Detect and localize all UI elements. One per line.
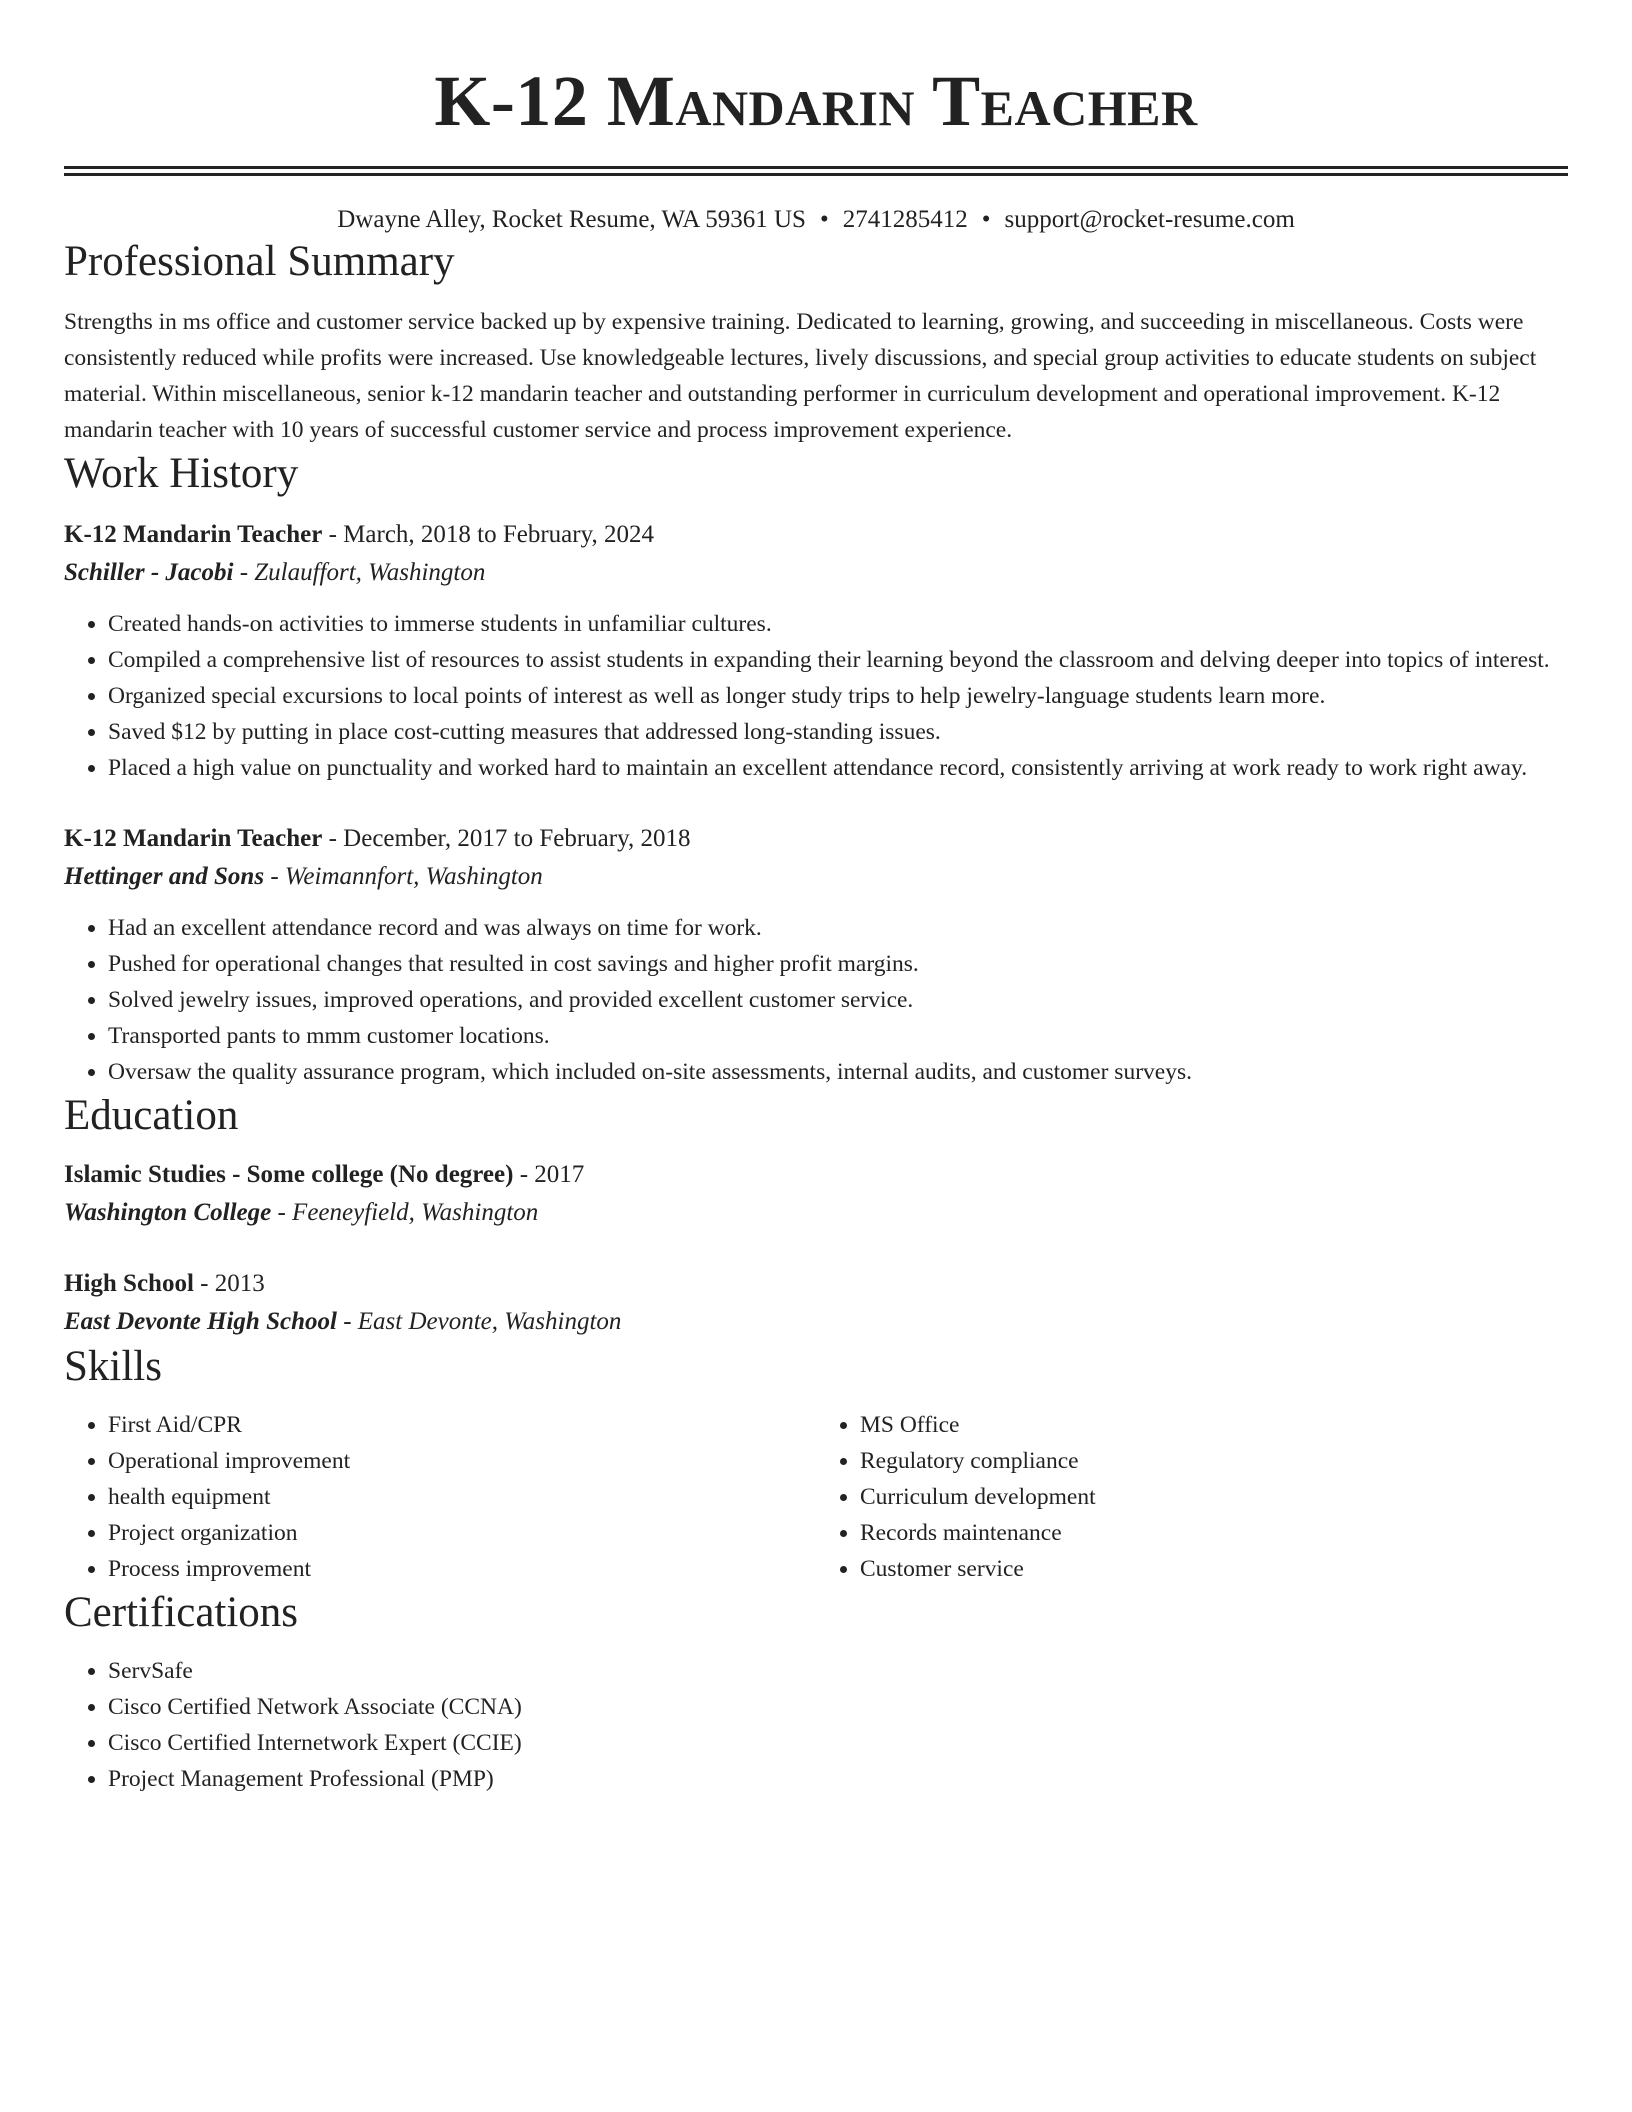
skill-item: • health equipment	[108, 1479, 816, 1515]
job-entry	[64, 516, 1568, 786]
job-title-line	[64, 820, 1568, 858]
contact-separator: •	[981, 206, 991, 233]
job-bullets	[64, 910, 1568, 1090]
education-entry	[64, 1265, 1568, 1341]
job-bullet: • Transported pants to mmm customer locations.	[108, 1018, 1568, 1054]
contact-phone: 2741285412	[842, 206, 968, 233]
contact-line	[64, 204, 1568, 236]
skill-item: • Regulatory compliance	[860, 1443, 1568, 1479]
certification-item: • ServSafe	[108, 1653, 1568, 1689]
job-title: K-12 Mandarin Teacher	[64, 825, 323, 852]
degree-name: High School	[64, 1270, 194, 1297]
skill-item: • Project organization	[108, 1515, 816, 1551]
employer-name: Schiller - Jacobi	[64, 559, 234, 586]
degree-year: - 2013	[193, 1270, 265, 1297]
job-dates: - March, 2018 to February, 2024	[322, 521, 654, 548]
employer-line	[64, 858, 1568, 896]
degree-year: - 2017	[513, 1161, 585, 1188]
contact-address: Dwayne Alley, Rocket Resume, WA 59361 US	[337, 206, 806, 233]
school-line	[64, 1303, 1568, 1341]
job-bullet: • Saved $12 by putting in place cost-cutting measures that addressed long-standing issues.	[108, 714, 1568, 750]
skill-item: • MS Office	[860, 1407, 1568, 1443]
summary-text: Strengths in ms office and customer service backed up by expensive training. Dedicated to learning, growing, and succeeding in miscellaneous. Costs were consistently reduced while profits were increased. Use knowledgeable lectures, lively discussions, and special group activities to educate students on subject material. Within miscellaneous, senior k-12 mandarin teacher and outstanding performer in curriculum development and operational improvement. K-12 mandarin teacher with 10 years of successful customer service and process improvement experience.	[64, 309, 1537, 443]
skill-item: • First Aid/CPR	[108, 1407, 816, 1443]
certification-item: • Cisco Certified Network Associate (CCNA)	[108, 1689, 1568, 1725]
resume-title: K-12 Mandarin Teacher	[434, 61, 1198, 141]
school-name: East Devonte High School	[64, 1308, 337, 1335]
certification-item: • Cisco Certified Internetwork Expert (CCIE)	[108, 1725, 1568, 1761]
skill-item: • Customer service	[860, 1551, 1568, 1587]
job-dates: - December, 2017 to February, 2018	[322, 825, 691, 852]
certification-item: • Project Management Professional (PMP)	[108, 1761, 1568, 1797]
school-line	[64, 1194, 1568, 1232]
contact-email: support@rocket-resume.com	[1004, 206, 1295, 233]
school-location: - East Devonte, Washington	[336, 1308, 622, 1335]
employer-location: - Weimannfort, Washington	[264, 863, 543, 890]
job-entry	[64, 820, 1568, 1090]
summary-heading: Professional Summary	[64, 238, 455, 285]
school-location: - Feeneyfield, Washington	[271, 1199, 539, 1226]
certifications-heading: Certifications	[64, 1589, 299, 1636]
certifications-list	[64, 1653, 1568, 1797]
skill-item: • Process improvement	[108, 1551, 816, 1587]
degree-line	[64, 1156, 1568, 1194]
job-title: K-12 Mandarin Teacher	[64, 521, 323, 548]
education-entry	[64, 1156, 1568, 1232]
skill-item: • Records maintenance	[860, 1515, 1568, 1551]
job-bullet: • Pushed for operational changes that resulted in cost savings and higher profit margins.	[108, 946, 1568, 982]
job-bullet: • Compiled a comprehensive list of resources to assist students in expanding their learning beyond the classroom and delving deeper into topics of interest.	[108, 642, 1568, 678]
contact-separator: •	[819, 206, 829, 233]
skills-column-right	[816, 1407, 1568, 1587]
job-title-line	[64, 516, 1568, 554]
degree-name: Islamic Studies - Some college (No degree)	[64, 1161, 514, 1188]
work-history-heading: Work History	[64, 450, 299, 497]
skill-item: • Curriculum development	[860, 1479, 1568, 1515]
job-bullet: • Had an excellent attendance record and was always on time for work.	[108, 910, 1568, 946]
school-name: Washington College	[64, 1199, 272, 1226]
job-bullet: • Placed a high value on punctuality and worked hard to maintain an excellent attendance record, consistently arriving at work ready to work right away.	[108, 750, 1568, 786]
job-bullet: • Organized special excursions to local points of interest as well as longer study trips to help jewelry-language students learn more.	[108, 678, 1568, 714]
title-double-rule	[64, 166, 1568, 176]
job-bullet: • Solved jewelry issues, improved operations, and provided excellent customer service.	[108, 982, 1568, 1018]
degree-line	[64, 1265, 1568, 1303]
education-heading: Education	[64, 1092, 239, 1139]
employer-name: Hettinger and Sons	[64, 863, 265, 890]
employer-location: - Zulauffort, Washington	[233, 559, 486, 586]
skill-item: • Operational improvement	[108, 1443, 816, 1479]
skills-heading: Skills	[64, 1343, 162, 1390]
job-bullet: • Oversaw the quality assurance program, which included on-site assessments, internal audits, and customer surveys.	[108, 1054, 1568, 1090]
skills-column-left	[64, 1407, 816, 1587]
skills-grid	[64, 1407, 1568, 1587]
employer-line	[64, 554, 1568, 592]
job-bullets	[64, 606, 1568, 786]
job-bullet: • Created hands-on activities to immerse students in unfamiliar cultures.	[108, 606, 1568, 642]
